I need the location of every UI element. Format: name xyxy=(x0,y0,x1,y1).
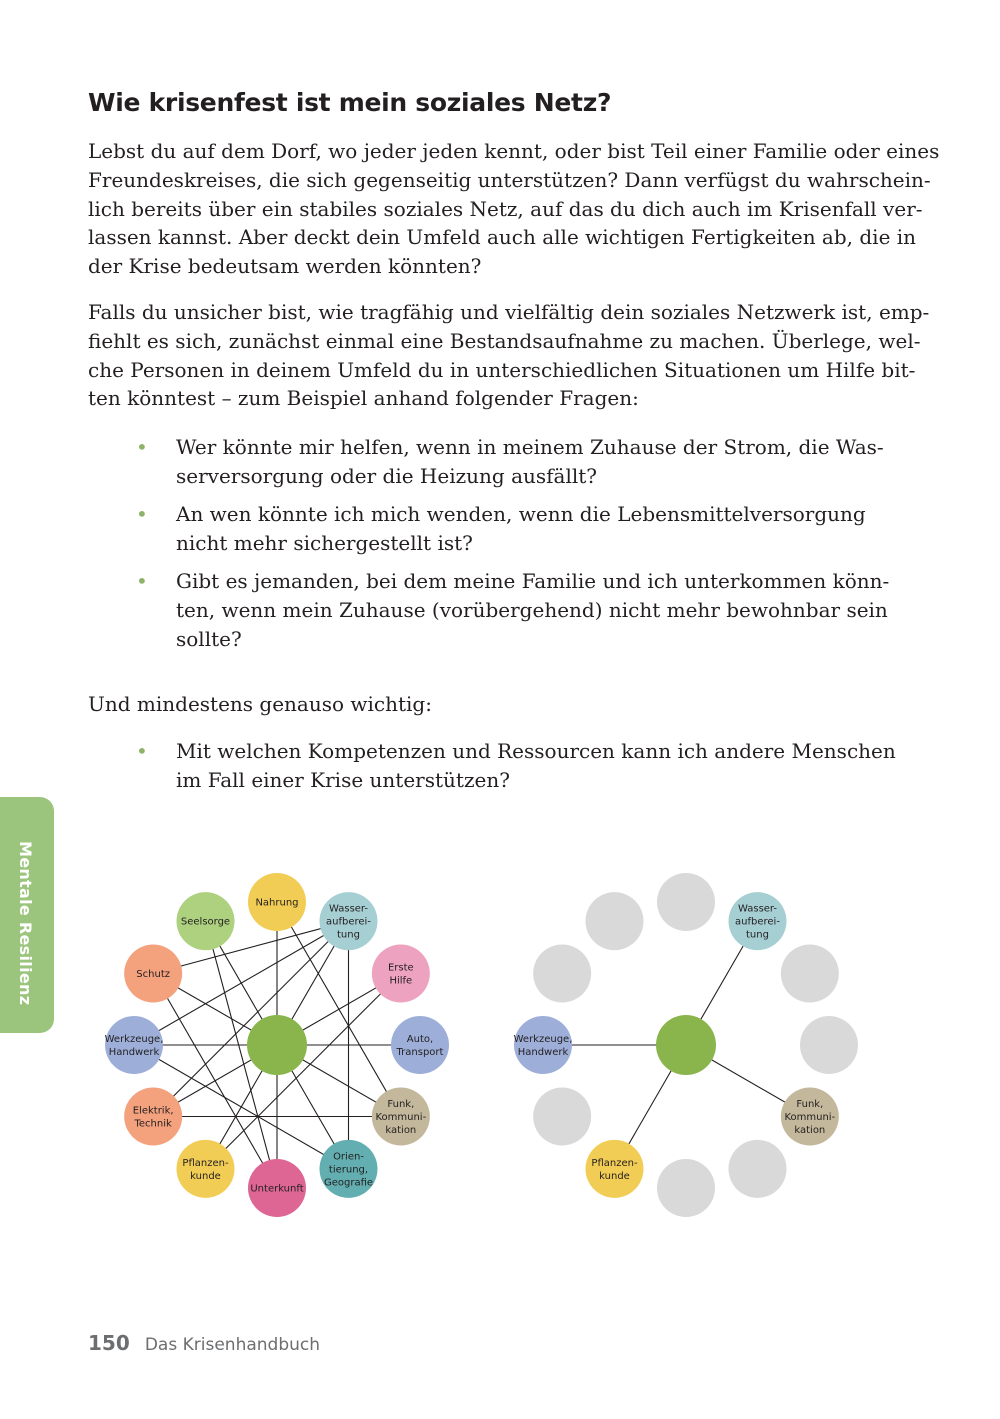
connection-line xyxy=(153,921,348,1116)
network-node-label: Handwerk xyxy=(517,1047,569,1058)
network-node-label: Wasser- xyxy=(328,903,369,915)
chapter-side-tab-label: Mentale Resilienz xyxy=(16,841,35,1006)
bullet-item xyxy=(136,433,884,491)
text-line: der Krise bedeutsam werden könnten? xyxy=(88,254,482,279)
network-node-auto xyxy=(391,1016,449,1074)
network-node-orient xyxy=(729,1140,787,1198)
text-line: Gibt es jemanden, bei dem meine Familie und ich unterkommen könn- xyxy=(176,569,890,593)
connection-line xyxy=(206,974,401,1169)
network-node-label: Elektrik, xyxy=(132,1105,174,1117)
network-node-werkzeuge xyxy=(105,1016,163,1074)
partial-network-diagram xyxy=(514,873,858,1217)
network-node-nahrung xyxy=(657,873,715,931)
network-node-label: kation xyxy=(385,1125,417,1136)
network-node-label: Nahrung xyxy=(255,897,299,909)
bullet-item xyxy=(136,500,876,558)
transition-paragraph: Und mindestens genauso wichtig: xyxy=(88,692,432,716)
network-node-label: Technik xyxy=(134,1118,172,1130)
inventory-paragraph xyxy=(88,298,930,413)
network-node-label: Geografie xyxy=(323,1177,374,1189)
network-node-label: Auto, xyxy=(406,1034,434,1045)
text-line: ten, wenn mein Zuhause (vorübergehend) nicht mehr bewohnbar sein xyxy=(176,597,888,622)
intro-paragraph xyxy=(88,137,940,281)
text-line: lich bereits über ein stabiles soziales Netz, auf das du dich auch im Krisenfall ver- xyxy=(88,196,923,221)
bullet-dot-icon: • xyxy=(136,502,148,526)
network-node-erste xyxy=(781,945,839,1003)
network-node-label: Pflanzen- xyxy=(182,1157,229,1169)
network-node-label: Erste xyxy=(387,962,414,974)
network-node-label: Funk, xyxy=(796,1099,824,1110)
network-node-label: Transport xyxy=(396,1047,444,1058)
network-node-label: aufberei- xyxy=(735,916,780,928)
network-node-label: Seelsorge xyxy=(180,916,231,928)
network-node-label: Handwerk xyxy=(108,1047,160,1058)
bullet-dot-icon: • xyxy=(136,435,148,459)
bullet-dot-icon: • xyxy=(136,739,148,763)
network-node-label: aufberei- xyxy=(326,916,371,928)
network-node-label: Funk, xyxy=(387,1099,415,1110)
network-node-label: kunde xyxy=(599,1170,630,1182)
text-line: im Fall einer Krise unterstützen? xyxy=(176,767,510,792)
book-title: Das Krisenhandbuch xyxy=(144,1335,321,1355)
text-line: lassen kannst. Aber deckt dein Umfeld auch alle wichtigen Fertigkeiten ab, die in xyxy=(88,225,917,250)
network-node-label: Werkzeuge, xyxy=(513,1034,573,1045)
text-line: Mit welchen Kompetenzen und Ressourcen kann ich andere Menschen xyxy=(176,739,896,763)
network-node-label: Hilfe xyxy=(389,975,413,987)
text-line: che Personen in deinem Umfeld du in unterschiedlichen Situationen um Hilfe bit- xyxy=(88,357,916,382)
center-person-node xyxy=(656,1015,716,1075)
text-line: ten könntest – zum Beispiel anhand folgender Fragen: xyxy=(88,386,639,411)
network-node-label: kunde xyxy=(190,1170,221,1182)
network-node-label: Kommuni- xyxy=(375,1112,427,1123)
network-node-label: Pflanzen- xyxy=(591,1157,638,1169)
network-node-label: tung xyxy=(746,929,769,941)
network-node-label: tung xyxy=(337,929,360,941)
page-number: 150 xyxy=(88,1331,130,1355)
network-node-werkzeuge xyxy=(514,1016,572,1074)
network-node-elektrik xyxy=(533,1088,591,1146)
text-line: fiehlt es sich, zunächst einmal eine Bestandsaufnahme zu machen. Überlege, wel- xyxy=(88,328,921,353)
text-line: nicht mehr sichergestellt ist? xyxy=(176,530,473,555)
social-network-diagram xyxy=(0,860,1000,1240)
page-heading: Wie krisenfest ist mein soziales Netz? xyxy=(88,88,612,117)
network-node-label: Schutz xyxy=(136,969,171,980)
network-node-label: kation xyxy=(794,1125,826,1136)
bullet-item xyxy=(136,737,896,795)
network-node-label: Kommuni- xyxy=(784,1112,836,1123)
full-network-diagram xyxy=(105,873,449,1217)
text-line: Lebst du auf dem Dorf, wo jeder jeden kennt, oder bist Teil einer Familie oder eines xyxy=(88,139,940,163)
network-node-seelsorge xyxy=(586,892,644,950)
network-node-label: Orien- xyxy=(333,1151,364,1163)
network-node-label: tierung, xyxy=(328,1164,369,1176)
network-node-schutz xyxy=(533,945,591,1003)
network-node-auto xyxy=(800,1016,858,1074)
text-line: An wen könnte ich mich wenden, wenn die Lebensmittelversorgung xyxy=(176,502,866,526)
text-line: serversorgung oder die Heizung ausfällt? xyxy=(176,463,598,488)
bullet-dot-icon: • xyxy=(136,569,148,593)
page-footer xyxy=(88,1331,320,1355)
network-node-label: Werkzeuge, xyxy=(104,1034,164,1045)
text-line: Wer könnte mir helfen, wenn in meinem Zuhause der Strom, die Was- xyxy=(176,435,884,459)
network-node-label: Unterkunft xyxy=(250,1183,304,1195)
network-node-unterkunft xyxy=(657,1159,715,1217)
network-node-label: Wasser- xyxy=(737,903,778,915)
center-person-node xyxy=(247,1015,307,1075)
bullet-item xyxy=(136,567,890,653)
network-node-erste xyxy=(372,945,430,1003)
text-line: Freundeskreises, die sich gegenseitig unterstützen? Dann verfügst du wahrschein- xyxy=(88,167,931,192)
text-line: sollte? xyxy=(176,626,242,651)
text-line: Falls du unsicher bist, wie tragfähig und vielfältig dein soziales Netzwerk ist, emp- xyxy=(88,300,930,324)
network-node-elektrik xyxy=(124,1088,182,1146)
